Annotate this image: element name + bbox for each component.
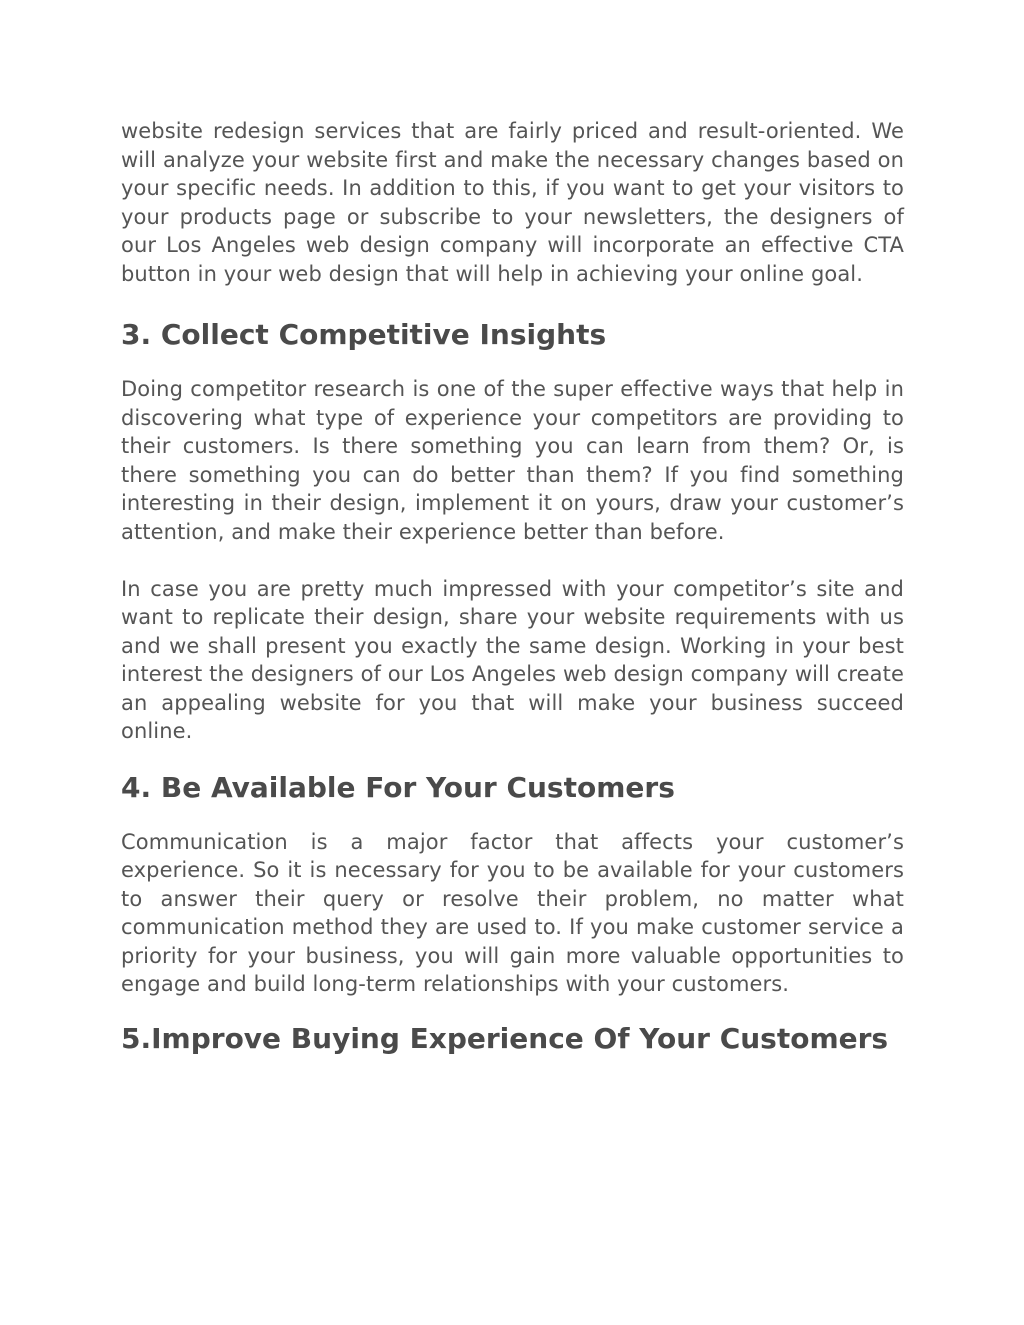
- paragraph-communication: Communication is a major factor that affects your customer’s experience. So it is necessary for you to be available for your customers to answer their query or resolve their problem, no matter what communication method they are used to. If you make customer service a priority for your business, you will gain more valuable opportunities to engage and build long-term relationships with your customers.: [121, 829, 904, 996]
- paragraph-replicate-design: In case you are pretty much impressed with your competitor’s site and want to replicate their design, share your website requirements with us and we shall present you exactly the same design. Working in your best interest the designers of our Los Angeles web design company will create an appealing website for you that will make your business succeed online.: [121, 576, 904, 743]
- document-page: [121, 117, 904, 1057]
- paragraph-competitor-research: Doing competitor research is one of the super effective ways that help in discovering what type of experience your competitors are providing to their customers. Is there something you can learn from them? Or, is there something you can do better than them? If you find something interesting in their design, implement it on yours, draw your customer’s attention, and make their experience better than before.: [121, 377, 904, 544]
- heading-improve-buying-experience: 5.Improve Buying Experience Of Your Customers: [121, 1021, 889, 1055]
- paragraph-redesign-services: website redesign services that are fairly priced and result-oriented. We will analyze your website first and make the necessary changes based on your specific needs. In addition to this, if you want to get your visitors to your products page or subscribe to your newsletters, the designers of our Los Angeles web design company will incorporate an effective CTA button in your web design that will help in achieving your online goal.: [121, 119, 904, 286]
- heading-collect-competitive-insights: 3. Collect Competitive Insights: [121, 318, 607, 351]
- heading-be-available: 4. Be Available For Your Customers: [121, 770, 675, 804]
